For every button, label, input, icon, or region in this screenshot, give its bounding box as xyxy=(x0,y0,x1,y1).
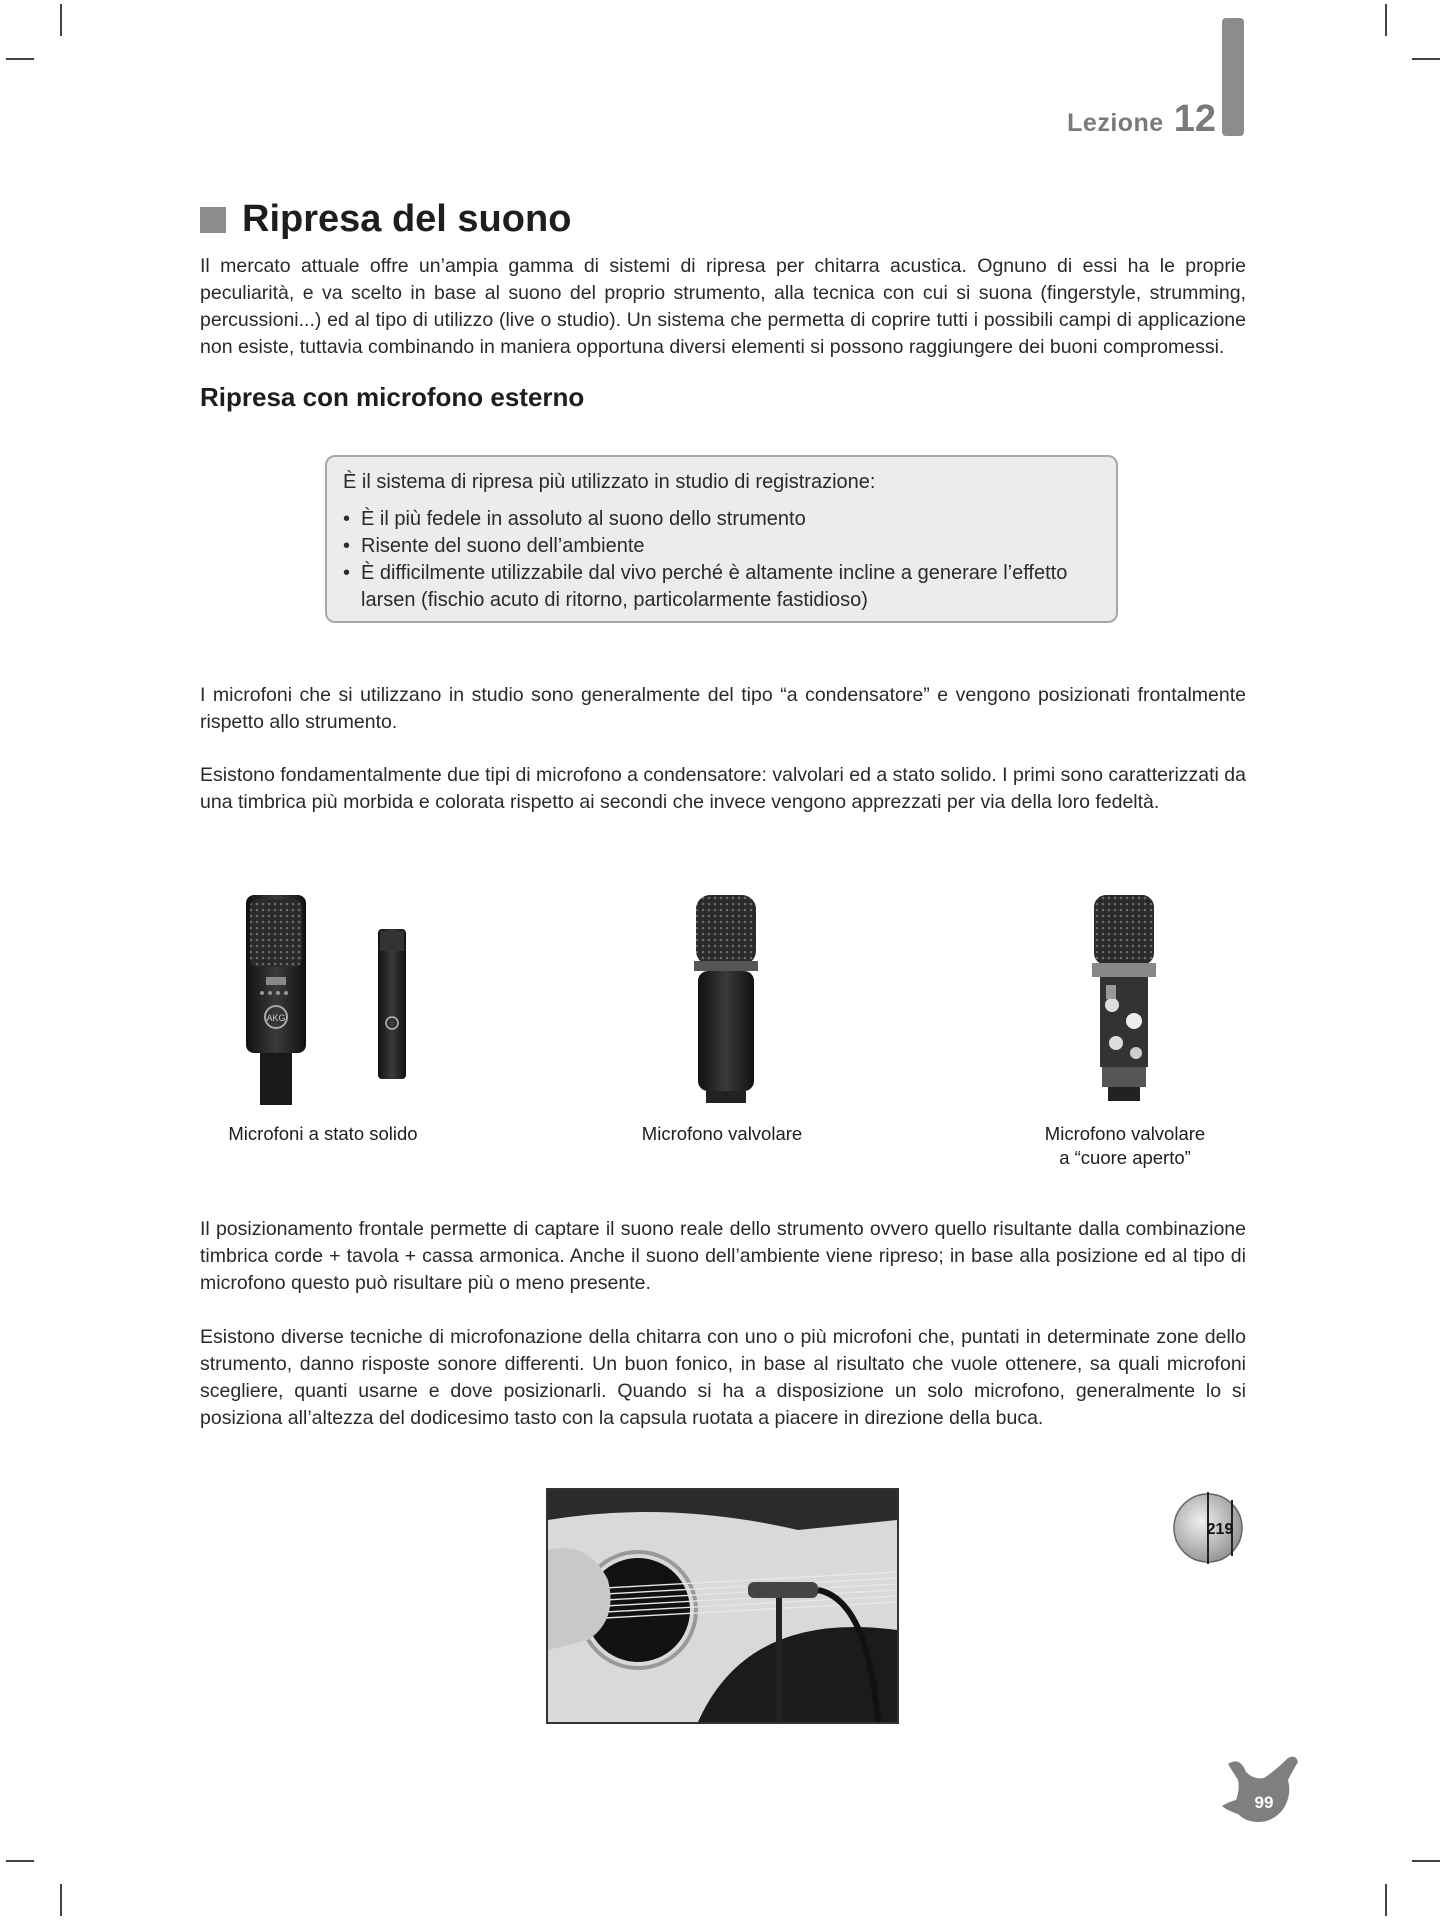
tube-microphone-image xyxy=(688,895,768,1105)
info-box-intro: È il sistema di ripresa più utilizzato in studio di registrazione: xyxy=(343,471,876,493)
crop-mark xyxy=(6,1860,34,1862)
track-number: 219 xyxy=(1206,1521,1234,1538)
lesson-header xyxy=(1067,98,1216,141)
crop-mark xyxy=(60,4,62,36)
section-heading xyxy=(200,198,571,241)
heading-square-icon xyxy=(200,207,226,233)
caption-open-tube-line1: Microfono valvolare xyxy=(1044,1123,1206,1144)
caption-solid-state: Microfoni a stato solido xyxy=(228,1123,418,1144)
lesson-number: 12 xyxy=(1173,98,1216,140)
lesson-tab-bar xyxy=(1222,18,1244,136)
info-box-list xyxy=(343,506,1100,614)
crop-mark xyxy=(1385,1884,1387,1916)
crop-mark xyxy=(1412,58,1440,60)
subsection-title: Ripresa con microfono esterno xyxy=(200,382,585,412)
list-item: • È difficilmente utilizzabile dal vivo perché è altamente incline a generare l’effetto larsen (fischio acuto di ritorno, particolarmente fastidioso) xyxy=(343,560,1100,614)
page-number: 99 xyxy=(1254,1793,1274,1812)
crop-mark xyxy=(1385,4,1387,36)
crop-mark xyxy=(1412,1860,1440,1862)
mic-logo: AKG xyxy=(266,1013,286,1023)
info-box xyxy=(325,455,1118,623)
caption-open-tube xyxy=(1010,1122,1240,1170)
caption-tube: Microfono valvolare xyxy=(641,1123,803,1144)
paragraph-techniques: Esistono diverse tecniche di microfonazione della chitarra con uno o più microfoni che, puntati in determinate zone dello strumento, danno risposte sonore differenti. Un buon fonico, in base al risultato che vuole ottenere, sa quali microfoni scegliere, quanti usarne e dove posizionarli. Quando si ha a disposizione un solo microfono, generalmente lo si posiziona all’altezza del dodicesimo tasto con la capsula ruotata a piacere in direzione della buca. xyxy=(200,1326,1246,1429)
paragraph-positioning: Il posizionamento frontale permette di captare il suono reale dello strumento ovvero quello risultante dalla combinazione timbrica corde + tavola + cassa armonica. Anche il suono dell’ambiente viene ripreso; in base alla posizione ed al tipo di microfono questo può risultare più o meno presente. xyxy=(200,1218,1246,1294)
page-title: Ripresa del suono xyxy=(242,198,572,240)
intro-paragraph: Il mercato attuale offre un’ampia gamma di sistemi di ripresa per chitarra acustica. Ognuno di essi ha le proprie peculiarità, e va scelto in base al suono del proprio strumento, alla tecnica con cui si suona (fingerstyle, strumming, percussioni...) ed al tipo di utilizzo (live o studio). Un sistema che permetta di coprire tutti i possibili campi di applicazione non esiste, tuttavia combinando in maniera opportuna diversi elementi si possono raggiungere dei buoni compromessi. xyxy=(200,255,1246,358)
solid-state-microphones-image xyxy=(230,895,430,1107)
paragraph-types: Esistono fondamentalmente due tipi di microfono a condensatore: valvolari ed a stato solido. I primi sono caratterizzati da una timbrica più morbida e colorata rispetto ai secondi che invece vengono apprezzati per via della loro fedeltà. xyxy=(200,764,1246,813)
list-item: • È il più fedele in assoluto al suono dello strumento xyxy=(343,506,1100,533)
caption-open-tube-line2: a “cuore aperto” xyxy=(1059,1147,1191,1168)
crop-mark xyxy=(60,1884,62,1916)
lesson-label: Lezione xyxy=(1067,109,1164,137)
page-number-mascot xyxy=(1218,1750,1308,1830)
list-item: • Risente del suono dell’ambiente xyxy=(343,533,1100,560)
crop-mark xyxy=(6,58,34,60)
guitar-microphone-photo xyxy=(546,1488,899,1724)
cd-track-badge xyxy=(1170,1490,1246,1566)
paragraph-condenser: I microfoni che si utilizzano in studio sono generalmente del tipo “a condensatore” e vengono posizionati frontalmente rispetto allo strumento. xyxy=(200,684,1246,733)
open-tube-microphone-image xyxy=(1088,895,1168,1105)
